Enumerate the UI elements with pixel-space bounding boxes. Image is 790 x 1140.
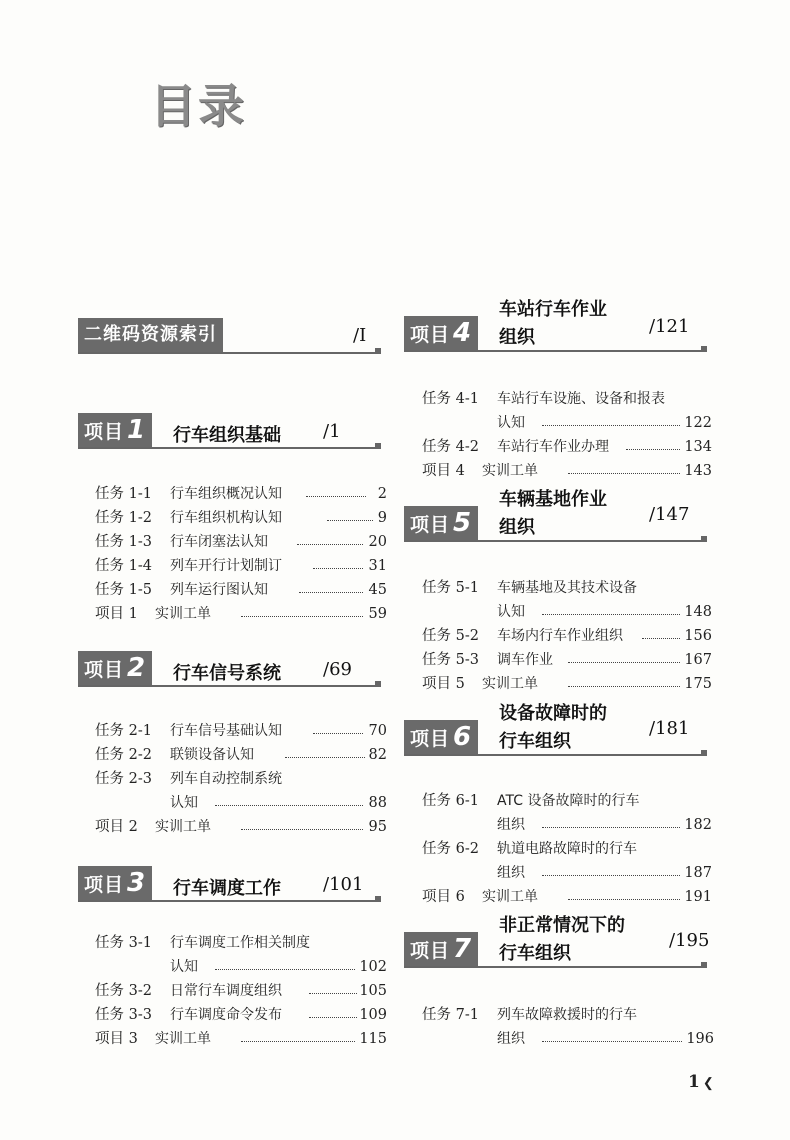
project-4-page: /121 <box>649 316 690 337</box>
project-3-page: /101 <box>323 874 364 895</box>
toc-entry[interactable]: 任务 1-2 行车组织机构认知 9 <box>95 507 387 529</box>
project-2-banner[interactable] <box>78 651 383 685</box>
project-5-page: /147 <box>649 504 690 525</box>
qr-index-banner[interactable] <box>78 318 383 352</box>
project-5-tag: 项目 5 <box>404 506 478 540</box>
project-4-banner[interactable] <box>404 299 709 350</box>
toc-entry[interactable]: 任务 4-1 车站行车设施、设备和报表 <box>422 391 665 407</box>
project-1-tag: 项目 1 <box>78 413 152 447</box>
project-3-title: 行车调度工作 <box>173 878 281 899</box>
toc-entry[interactable]: 任务 6-2 轨道电路故障时的行车 <box>422 841 637 857</box>
toc-entry[interactable]: 任务 1-5 列车运行图认知 45 <box>95 579 387 601</box>
arrow-left-icon: ❮ <box>702 1076 714 1091</box>
qr-index-title: 二维码资源索引 <box>78 318 223 352</box>
toc-entry-continued[interactable]: 组织 196 <box>422 1028 714 1050</box>
project-6-title: 设备故障时的 行车组织 <box>499 703 607 752</box>
project-6-page: /181 <box>649 718 690 739</box>
toc-entry[interactable]: 任务 3-2 日常行车调度组织 105 <box>95 980 387 1002</box>
project-5-title: 车辆基地作业 组织 <box>499 489 607 538</box>
toc-entry[interactable]: 任务 1-1 行车组织概况认知 2 <box>95 483 387 505</box>
toc-entry[interactable]: 任务 1-3 行车闭塞法认知 20 <box>95 531 387 553</box>
project-6-tag: 项目 6 <box>404 720 478 754</box>
toc-entry[interactable]: 项目 6 实训工单 191 <box>422 886 712 908</box>
toc-entry[interactable]: 任务 2-3 列车自动控制系统 <box>95 771 282 787</box>
project-4-tag: 项目 4 <box>404 316 478 350</box>
toc-entry[interactable]: 任务 5-1 车辆基地及其技术设备 <box>422 580 637 596</box>
toc-entry-continued[interactable]: 认知 122 <box>422 412 712 434</box>
toc-entry-continued[interactable]: 认知 148 <box>422 601 712 623</box>
project-7-page: /195 <box>669 930 710 951</box>
toc-entry[interactable]: 项目 2 实训工单 95 <box>95 816 387 838</box>
toc-entry[interactable]: 任务 5-2 车场内行车作业组织 156 <box>422 625 712 647</box>
project-1-page: /1 <box>323 421 341 442</box>
toc-entry[interactable]: 任务 2-1 行车信号基础认知 70 <box>95 720 387 742</box>
project-7-banner[interactable] <box>404 915 710 966</box>
toc-entry[interactable]: 任务 3-1 行车调度工作相关制度 <box>95 935 310 951</box>
toc-entry[interactable]: 任务 4-2 车站行车作业办理 134 <box>422 436 712 458</box>
toc-entry[interactable]: 任务 3-3 行车调度命令发布 109 <box>95 1004 387 1026</box>
toc-entry-continued[interactable]: 认知 102 <box>95 956 387 978</box>
toc-entry[interactable]: 项目 4 实训工单 143 <box>422 460 712 482</box>
toc-entry[interactable]: 项目 5 实训工单 175 <box>422 673 712 695</box>
project-7-tag: 项目 7 <box>404 932 478 966</box>
qr-index-page: /I <box>353 325 367 346</box>
page-number: 1 ❮ <box>688 1072 714 1092</box>
toc-entry[interactable]: 任务 2-2 联锁设备认知 82 <box>95 744 387 766</box>
toc-entry-continued[interactable]: 组织 187 <box>422 862 712 884</box>
project-3-tag: 项目 3 <box>78 866 152 900</box>
toc-entry[interactable]: 任务 5-3 调车作业 167 <box>422 649 712 671</box>
page-title: 目录 <box>150 79 246 133</box>
project-3-banner[interactable] <box>78 866 383 900</box>
toc-entry[interactable]: 任务 7-1 列车故障救援时的行车 <box>422 1007 637 1023</box>
project-4-title: 车站行车作业 组织 <box>499 299 607 348</box>
project-5-banner[interactable] <box>404 489 709 540</box>
project-1-banner[interactable] <box>78 413 383 447</box>
toc-entry-continued[interactable]: 认知 88 <box>95 792 387 814</box>
toc-entry[interactable]: 项目 3 实训工单 115 <box>95 1028 387 1050</box>
toc-entry[interactable]: 任务 1-4 列车开行计划制订 31 <box>95 555 387 577</box>
project-6-banner[interactable] <box>404 703 709 754</box>
project-2-page: /69 <box>323 659 352 680</box>
toc-entry-continued[interactable]: 组织 182 <box>422 814 712 836</box>
project-2-title: 行车信号系统 <box>173 663 281 684</box>
project-1-title: 行车组织基础 <box>173 425 281 446</box>
project-7-title: 非正常情况下的 行车组织 <box>499 915 625 964</box>
toc-entry[interactable]: 任务 6-1 ATC 设备故障时的行车 <box>422 793 640 809</box>
toc-entry[interactable]: 项目 1 实训工单 59 <box>95 603 387 625</box>
project-2-tag: 项目 2 <box>78 651 152 685</box>
